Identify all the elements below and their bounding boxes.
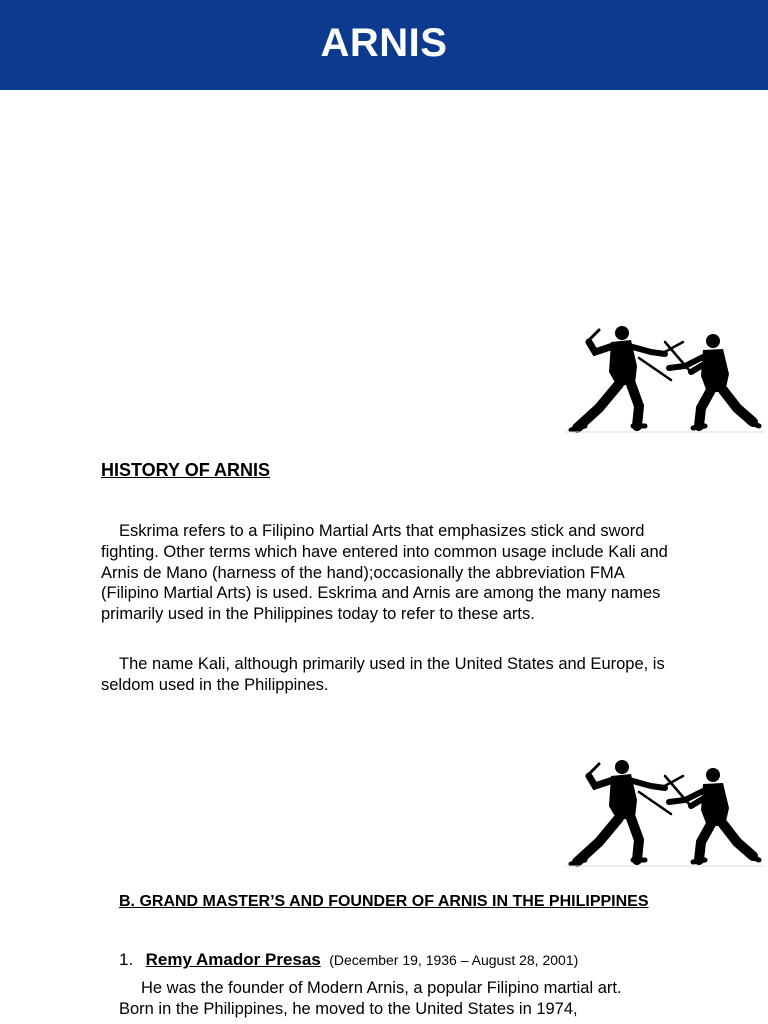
page-title: ARNIS xyxy=(320,20,448,65)
list-number: 1. xyxy=(119,950,134,969)
grandmaster-list-item xyxy=(119,950,739,970)
history-heading: HISTORY OF ARNIS xyxy=(101,460,271,480)
title-bar xyxy=(0,0,768,90)
history-paragraph: The name Kali, although primarily used in the United States and Europe, is seldom used in the Philippines. xyxy=(101,655,665,694)
grandmaster-name: Remy Amador Presas xyxy=(145,950,321,969)
stick-fighters-silhouette-icon xyxy=(565,322,765,434)
stick-fighters-silhouette-icon xyxy=(565,756,765,868)
history-paragraph: Eskrima refers to a Filipino Martial Arts that emphasizes stick and sword fighting. Other terms which have entered into common usage include Kali and Arnis de Mano (harness of the hand);occasionally the abbreviation FMA (Filipino Martial Arts) is used. Eskrima and Arnis are among the many names primarily used in the Philippines today to refer to these arts. xyxy=(101,522,668,624)
grandmaster-dates: (December 19, 1936 – August 28, 2001) xyxy=(329,952,579,968)
grandmasters-heading: B. GRAND MASTER’S AND FOUNDER OF ARNIS IN THE PHILIPPINES xyxy=(119,893,649,910)
grandmaster-description: He was the founder of Modern Arnis, a popular Filipino martial art. Born in the Philippines, he moved to the United States in 1974, xyxy=(119,979,622,1018)
